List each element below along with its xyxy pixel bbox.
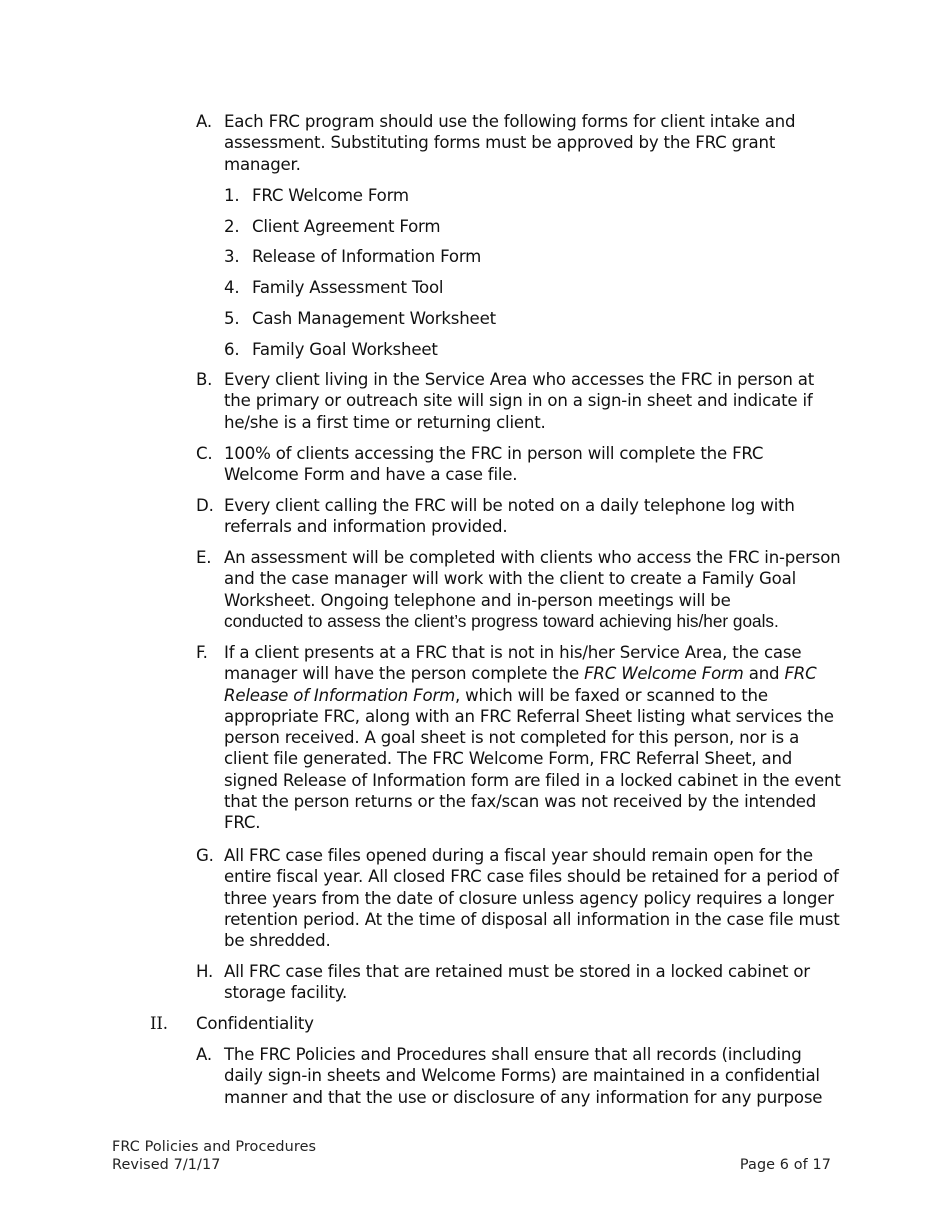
form-number: 6. <box>224 340 240 359</box>
list-item-c <box>196 443 842 486</box>
form-name: FRC Welcome Form <box>252 186 409 205</box>
form-number: 5. <box>224 309 240 328</box>
form-list-item <box>224 246 824 267</box>
section-heading-confidentiality <box>150 1013 750 1034</box>
footer-doc-title: FRC Policies and Procedures <box>112 1139 317 1155</box>
item-label: F. <box>196 643 208 662</box>
form-name: Family Assessment Tool <box>252 278 444 297</box>
form-name: Family Goal Worksheet <box>252 340 438 359</box>
form-list-item <box>224 339 824 360</box>
item-label: E. <box>196 548 212 567</box>
form-number: 1. <box>224 186 240 205</box>
item-text <box>224 547 842 632</box>
form-number: 4. <box>224 278 240 297</box>
item-label: H. <box>196 962 214 981</box>
item-label: G. <box>196 846 214 865</box>
item-text-part: If a client presents at a FRC that is not in his/her Service Area, the case manager will have the person complete the <box>224 643 802 684</box>
footer-page-number: Page 6 of 17 <box>739 1157 831 1173</box>
section-title: Confidentiality <box>196 1014 314 1033</box>
item-label: A. <box>196 1045 212 1064</box>
form-list-item <box>224 308 824 329</box>
list-item-d <box>196 495 842 538</box>
item-label: C. <box>196 444 213 463</box>
form-list-item <box>224 185 824 206</box>
list-item-e <box>196 547 842 632</box>
footer-revised-date: Revised 7/1/17 <box>112 1157 221 1173</box>
list-item-f <box>196 642 842 834</box>
item-text <box>224 642 842 834</box>
list-item-b <box>196 369 842 433</box>
item-label: A. <box>196 112 212 131</box>
item-text: Every client calling the FRC will be noted on a daily telephone log with referrals and information provided. <box>224 496 795 537</box>
item-text: All FRC case files that are retained must be stored in a locked cabinet or storage facility. <box>224 962 810 1003</box>
form-list-item <box>224 216 824 237</box>
list-item-a <box>196 111 842 175</box>
item-text-main: An assessment will be completed with clients who access the FRC in-person and the case manager will work with the client to create a Family Goal Worksheet. Ongoing telephone and in-person meetings will be <box>224 548 841 610</box>
item-text: Every client living in the Service Area who accesses the FRC in person at the primary or outreach site will sign in on a sign-in sheet and indicate if he/she is a first time or returning client. <box>224 370 815 432</box>
item-text: All FRC case files opened during a fiscal year should remain open for the entire fiscal year. All closed FRC case files should be retained for a period of three years from the date of closure unless agency policy requires a longer retention period. At the time of disposal all information in the case file must be shredded. <box>224 846 840 951</box>
item-text: The FRC Policies and Procedures shall ensure that all records (including daily sign-in sheets and Welcome Forms) are maintained in a confidential manner and that the use or disclosure of any information for any purpose <box>224 1045 823 1107</box>
list-item-h <box>196 961 842 1004</box>
list-item-confidentiality-a <box>196 1044 842 1108</box>
item-text: Each FRC program should use the following forms for client intake and assessment. Substituting forms must be approved by the FRC grant manager. <box>224 112 796 174</box>
item-text-part: , which will be faxed or scanned to the appropriate FRC, along with an FRC Referral Sheet listing what services the person received. A goal sheet is not completed for this person, nor is a client file generated. The FRC Welcome Form, FRC Referral Sheet, and signed Release of Information form are filed in a locked cabinet in the event that the person returns or the fax/scan was not received by the intended FRC. <box>224 685 841 833</box>
section-number: II. <box>150 1014 168 1033</box>
form-number: 3. <box>224 247 240 266</box>
form-name: Cash Management Worksheet <box>252 309 496 328</box>
item-text: 100% of clients accessing the FRC in person will complete the FRC Welcome Form and have a case file. <box>224 444 764 485</box>
form-name: Release of Information Form <box>252 247 482 266</box>
list-item-g <box>196 845 842 951</box>
item-text-part: and <box>743 664 785 684</box>
form-number: 2. <box>224 217 240 236</box>
form-title-welcome: FRC Welcome Form <box>584 664 744 684</box>
item-label: B. <box>196 370 213 389</box>
item-text-tail: conducted to assess the client’s progress toward achieving his/her goals. <box>224 610 779 631</box>
form-title-release: FRC Release of Information Form <box>224 664 817 705</box>
form-list-item <box>224 277 824 298</box>
form-name: Client Agreement Form <box>252 217 441 236</box>
item-label: D. <box>196 496 214 515</box>
